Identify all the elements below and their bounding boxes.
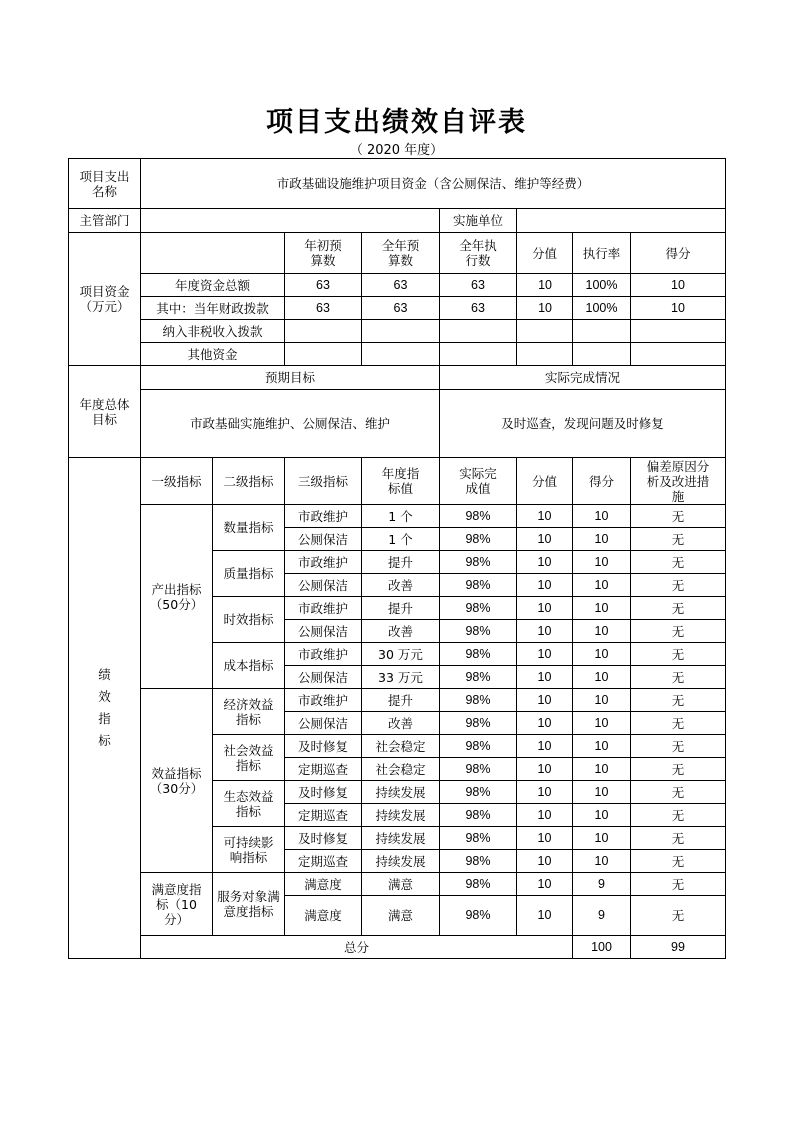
ind-l3: 定期巡查 bbox=[285, 804, 362, 827]
ind-target: 1 个 bbox=[362, 505, 440, 528]
ind-level2-sustainable: 可持续影响指标 bbox=[213, 827, 285, 873]
ind-actual: 98% bbox=[440, 827, 517, 850]
ind-level1-output: 产出指标（50分） bbox=[141, 505, 213, 689]
ind-score: 10 bbox=[573, 528, 631, 551]
ind-score: 10 bbox=[573, 758, 631, 781]
ind-note: 无 bbox=[631, 827, 726, 850]
funds-row-executed: 63 bbox=[440, 297, 517, 320]
ind-value: 10 bbox=[517, 620, 573, 643]
ind-header-target: 年度指标值 bbox=[362, 458, 440, 505]
ind-target: 社会稳定 bbox=[362, 758, 440, 781]
ind-target: 持续发展 bbox=[362, 827, 440, 850]
indicators-label-text: 绩效指标 bbox=[98, 667, 111, 748]
ind-score: 10 bbox=[573, 597, 631, 620]
ind-note: 无 bbox=[631, 689, 726, 712]
ind-target: 持续发展 bbox=[362, 781, 440, 804]
ind-actual: 98% bbox=[440, 620, 517, 643]
ind-actual: 98% bbox=[440, 597, 517, 620]
ind-l3: 市政维护 bbox=[285, 597, 362, 620]
funds-row-annual: 63 bbox=[362, 274, 440, 297]
dept-label: 主管部门 bbox=[69, 209, 141, 233]
ind-header-value: 分值 bbox=[517, 458, 573, 505]
ind-note: 无 bbox=[631, 666, 726, 689]
ind-actual: 98% bbox=[440, 850, 517, 873]
ind-target: 提升 bbox=[362, 597, 440, 620]
funds-header-score-value: 分值 bbox=[517, 233, 573, 274]
funds-row-score-value: 10 bbox=[517, 297, 573, 320]
ind-l3: 定期巡查 bbox=[285, 758, 362, 781]
ind-header-level2: 二级指标 bbox=[213, 458, 285, 505]
ind-note: 无 bbox=[631, 804, 726, 827]
project-name-label: 项目支出名称 bbox=[69, 159, 141, 209]
ind-l3: 市政维护 bbox=[285, 505, 362, 528]
ind-target: 提升 bbox=[362, 689, 440, 712]
ind-l3: 满意度 bbox=[285, 896, 362, 936]
funds-row-rate bbox=[573, 320, 631, 343]
ind-score: 10 bbox=[573, 712, 631, 735]
ind-level2-social: 社会效益指标 bbox=[213, 735, 285, 781]
ind-level1-benefit: 效益指标（30分） bbox=[141, 689, 213, 873]
ind-target: 持续发展 bbox=[362, 850, 440, 873]
funds-row-annual: 63 bbox=[362, 297, 440, 320]
ind-target: 改善 bbox=[362, 620, 440, 643]
ind-target: 改善 bbox=[362, 574, 440, 597]
evaluation-table bbox=[68, 158, 726, 959]
ind-note: 无 bbox=[631, 620, 726, 643]
funds-row-score: 10 bbox=[631, 274, 726, 297]
ind-l3: 公厕保洁 bbox=[285, 528, 362, 551]
ind-value: 10 bbox=[517, 689, 573, 712]
ind-actual: 98% bbox=[440, 804, 517, 827]
ind-score: 9 bbox=[573, 896, 631, 936]
ind-value: 10 bbox=[517, 850, 573, 873]
funds-header-executed: 全年执行数 bbox=[440, 233, 517, 274]
ind-note: 无 bbox=[631, 712, 726, 735]
ind-score: 10 bbox=[573, 850, 631, 873]
ind-value: 10 bbox=[517, 896, 573, 936]
ind-value: 10 bbox=[517, 643, 573, 666]
ind-note: 无 bbox=[631, 574, 726, 597]
ind-target: 1 个 bbox=[362, 528, 440, 551]
goals-expected-value: 市政基础实施维护、公厕保洁、维护 bbox=[141, 390, 440, 458]
funds-row-annual bbox=[362, 320, 440, 343]
ind-l3: 公厕保洁 bbox=[285, 620, 362, 643]
goals-actual-value: 及时巡查，发现问题及时修复 bbox=[440, 390, 726, 458]
ind-level2-economic: 经济效益指标 bbox=[213, 689, 285, 735]
goals-actual-header: 实际完成情况 bbox=[440, 366, 726, 390]
funds-row-executed: 63 bbox=[440, 274, 517, 297]
ind-level2-quantity: 数量指标 bbox=[213, 505, 285, 551]
ind-actual: 98% bbox=[440, 643, 517, 666]
ind-score: 10 bbox=[573, 804, 631, 827]
goals-expected-header: 预期目标 bbox=[141, 366, 440, 390]
ind-header-actual: 实际完成值 bbox=[440, 458, 517, 505]
ind-header-level1: 一级指标 bbox=[141, 458, 213, 505]
funds-header-rate: 执行率 bbox=[573, 233, 631, 274]
ind-actual: 98% bbox=[440, 712, 517, 735]
funds-row-name: 其中：当年财政拨款 bbox=[141, 297, 285, 320]
ind-note: 无 bbox=[631, 896, 726, 936]
funds-row-score bbox=[631, 320, 726, 343]
funds-row-rate bbox=[573, 343, 631, 366]
ind-value: 10 bbox=[517, 528, 573, 551]
ind-l3: 公厕保洁 bbox=[285, 574, 362, 597]
funds-row-initial: 63 bbox=[285, 274, 362, 297]
ind-note: 无 bbox=[631, 781, 726, 804]
ind-l3: 市政维护 bbox=[285, 643, 362, 666]
funds-row-initial bbox=[285, 320, 362, 343]
funds-header-annual: 全年预算数 bbox=[362, 233, 440, 274]
ind-target: 33 万元 bbox=[362, 666, 440, 689]
ind-level2-service: 服务对象满意度指标 bbox=[213, 873, 285, 936]
funds-header-blank bbox=[141, 233, 285, 274]
funds-row-rate: 100% bbox=[573, 274, 631, 297]
ind-actual: 98% bbox=[440, 689, 517, 712]
funds-row-name: 其他资金 bbox=[141, 343, 285, 366]
impl-value[interactable] bbox=[517, 209, 726, 233]
ind-score: 10 bbox=[573, 827, 631, 850]
funds-row-initial: 63 bbox=[285, 297, 362, 320]
total-score: 99 bbox=[631, 936, 726, 959]
ind-value: 10 bbox=[517, 505, 573, 528]
ind-l3: 公厕保洁 bbox=[285, 666, 362, 689]
ind-target: 满意 bbox=[362, 896, 440, 936]
ind-score: 10 bbox=[573, 620, 631, 643]
ind-value: 10 bbox=[517, 551, 573, 574]
ind-note: 无 bbox=[631, 528, 726, 551]
funds-row-name: 年度资金总额 bbox=[141, 274, 285, 297]
funds-row-score bbox=[631, 343, 726, 366]
funds-header-initial: 年初预算数 bbox=[285, 233, 362, 274]
ind-score: 10 bbox=[573, 574, 631, 597]
ind-value: 10 bbox=[517, 574, 573, 597]
ind-actual: 98% bbox=[440, 781, 517, 804]
ind-note: 无 bbox=[631, 597, 726, 620]
ind-header-level3: 三级指标 bbox=[285, 458, 362, 505]
ind-note: 无 bbox=[631, 643, 726, 666]
funds-row-score-value: 10 bbox=[517, 274, 573, 297]
ind-l3: 及时修复 bbox=[285, 735, 362, 758]
funds-row-name: 纳入非税收入拨款 bbox=[141, 320, 285, 343]
ind-actual: 98% bbox=[440, 505, 517, 528]
ind-score: 10 bbox=[573, 689, 631, 712]
ind-actual: 98% bbox=[440, 666, 517, 689]
funds-row-executed bbox=[440, 320, 517, 343]
ind-l3: 满意度 bbox=[285, 873, 362, 896]
ind-value: 10 bbox=[517, 597, 573, 620]
funds-row-score: 10 bbox=[631, 297, 726, 320]
ind-value: 10 bbox=[517, 873, 573, 896]
ind-score: 10 bbox=[573, 505, 631, 528]
total-value: 100 bbox=[573, 936, 631, 959]
ind-value: 10 bbox=[517, 758, 573, 781]
ind-note: 无 bbox=[631, 551, 726, 574]
ind-level2-cost: 成本指标 bbox=[213, 643, 285, 689]
ind-score: 10 bbox=[573, 643, 631, 666]
ind-value: 10 bbox=[517, 804, 573, 827]
ind-l3: 市政维护 bbox=[285, 689, 362, 712]
ind-note: 无 bbox=[631, 735, 726, 758]
ind-note: 无 bbox=[631, 505, 726, 528]
ind-score: 10 bbox=[573, 551, 631, 574]
year-subtitle: （ 2020 年度） bbox=[349, 143, 444, 158]
funds-label: 项目资金（万元） bbox=[69, 233, 141, 366]
ind-score: 10 bbox=[573, 781, 631, 804]
ind-l3: 市政维护 bbox=[285, 551, 362, 574]
ind-actual: 98% bbox=[440, 574, 517, 597]
ind-note: 无 bbox=[631, 873, 726, 896]
ind-level2-timeliness: 时效指标 bbox=[213, 597, 285, 643]
ind-level2-quality: 质量指标 bbox=[213, 551, 285, 597]
ind-target: 改善 bbox=[362, 712, 440, 735]
funds-row-rate: 100% bbox=[573, 297, 631, 320]
ind-target: 满意 bbox=[362, 873, 440, 896]
ind-actual: 98% bbox=[440, 551, 517, 574]
ind-score: 9 bbox=[573, 873, 631, 896]
ind-actual: 98% bbox=[440, 896, 517, 936]
ind-value: 10 bbox=[517, 712, 573, 735]
ind-l3: 定期巡查 bbox=[285, 850, 362, 873]
ind-header-note: 偏差原因分析及改进措施 bbox=[631, 458, 726, 505]
funds-header-score: 得分 bbox=[631, 233, 726, 274]
funds-row-score-value bbox=[517, 320, 573, 343]
goals-label: 年度总体目标 bbox=[69, 366, 141, 458]
ind-note: 无 bbox=[631, 850, 726, 873]
ind-note: 无 bbox=[631, 758, 726, 781]
funds-row-initial bbox=[285, 343, 362, 366]
ind-target: 30 万元 bbox=[362, 643, 440, 666]
ind-actual: 98% bbox=[440, 735, 517, 758]
funds-row-executed bbox=[440, 343, 517, 366]
ind-value: 10 bbox=[517, 827, 573, 850]
impl-label: 实施单位 bbox=[440, 209, 517, 233]
ind-l3: 及时修复 bbox=[285, 827, 362, 850]
ind-header-score: 得分 bbox=[573, 458, 631, 505]
ind-score: 10 bbox=[573, 666, 631, 689]
ind-actual: 98% bbox=[440, 873, 517, 896]
page-title: 项目支出绩效自评表 bbox=[266, 107, 527, 138]
ind-actual: 98% bbox=[440, 528, 517, 551]
indicators-label bbox=[69, 458, 141, 959]
total-label: 总分 bbox=[141, 936, 573, 959]
ind-actual: 98% bbox=[440, 758, 517, 781]
ind-target: 持续发展 bbox=[362, 804, 440, 827]
ind-level1-satisfaction: 满意度指标（10分） bbox=[141, 873, 213, 936]
ind-l3: 及时修复 bbox=[285, 781, 362, 804]
ind-value: 10 bbox=[517, 781, 573, 804]
ind-l3: 公厕保洁 bbox=[285, 712, 362, 735]
dept-value[interactable] bbox=[141, 209, 440, 233]
ind-value: 10 bbox=[517, 735, 573, 758]
ind-level2-ecological: 生态效益指标 bbox=[213, 781, 285, 827]
ind-target: 提升 bbox=[362, 551, 440, 574]
ind-value: 10 bbox=[517, 666, 573, 689]
funds-row-annual bbox=[362, 343, 440, 366]
funds-row-score-value bbox=[517, 343, 573, 366]
ind-score: 10 bbox=[573, 735, 631, 758]
project-name-value: 市政基础设施维护项目资金（含公厕保洁、维护等经费） bbox=[141, 159, 726, 209]
ind-target: 社会稳定 bbox=[362, 735, 440, 758]
